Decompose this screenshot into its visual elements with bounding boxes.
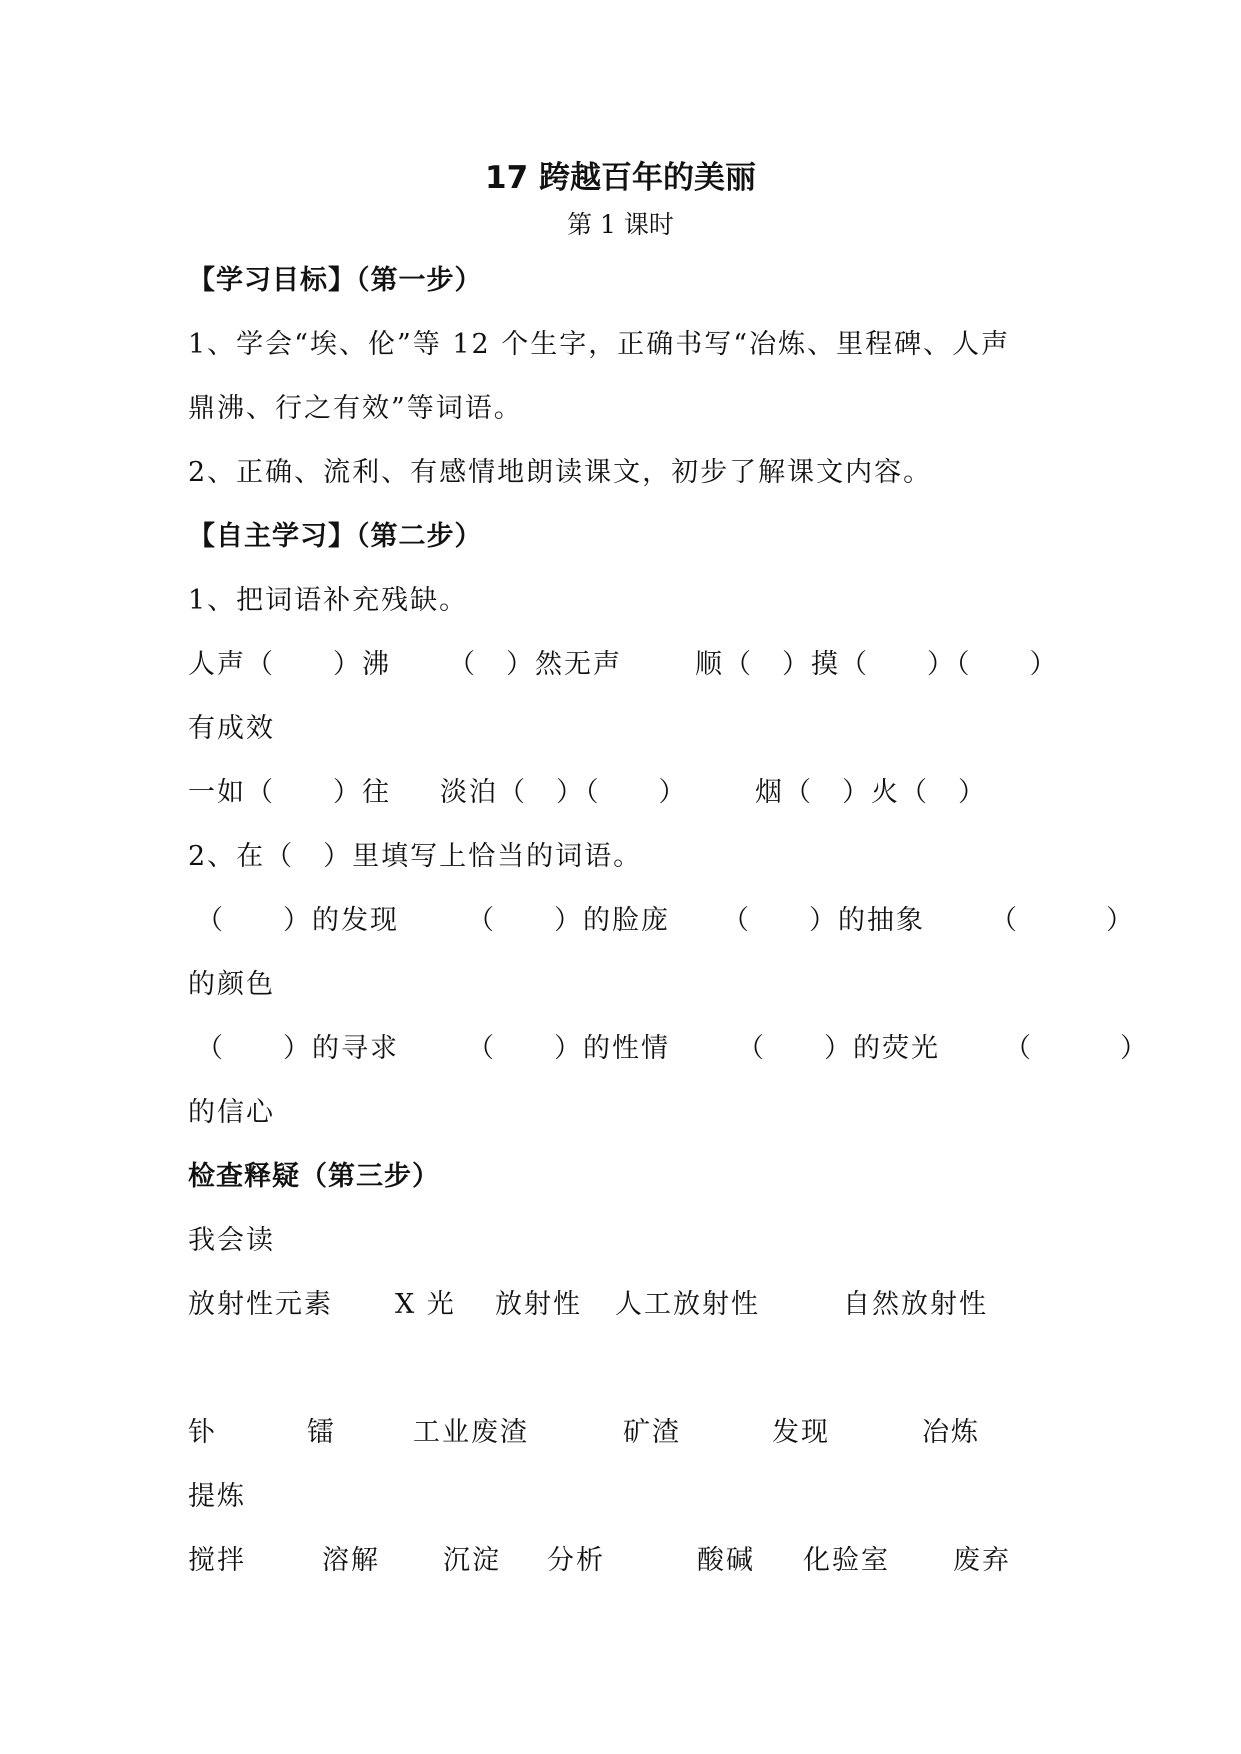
goal-item-1-line-1: 1、学会“埃、伦”等 12 个生字，正确书写“冶炼、里程碑、人声 [188,329,1011,360]
vocab-word: 发现 [772,1417,830,1448]
fill-blank-wrap: 的信心 [188,1097,275,1128]
vocab-word: 镭 [307,1417,336,1448]
vocab-word: 矿渣 [623,1417,681,1448]
vocab-word: 钋 [188,1417,217,1448]
vocab-word: 溶解 [322,1545,380,1576]
fill-blank-item: 顺（ ）摸（ ）（ ） [695,649,1059,680]
vocab-word: 人工放射性 [615,1289,760,1320]
fill-blank-item: （ ）的性情 [467,1033,670,1064]
vocab-word: 酸碱 [697,1545,755,1576]
question-2: 2、在（ ）里填写上恰当的词语。 [188,841,643,872]
fill-blank-item: （ ） [1004,1033,1149,1064]
fill-blank-item: 人声（ ）沸 [188,649,391,680]
fill-blank-wrap: 有成效 [188,713,275,744]
question-1: 1、把词语补充残缺。 [188,585,469,616]
vocab-word: 自然放射性 [843,1289,988,1320]
fill-blank-item: （ ）的荧光 [737,1033,940,1064]
fill-blank-item: （ ） [990,905,1135,936]
fill-blank-item: 淡泊（ ）（ ） [440,777,688,808]
lesson-title: 17 跨越百年的美丽 [485,160,756,196]
section-heading-check: 检查释疑（第三步） [188,1161,440,1192]
vocab-word: 废弃 [953,1545,1011,1576]
fill-blank-item: （ ）的寻求 [196,1033,399,1064]
vocab-word: 冶炼 [922,1417,980,1448]
vocab-word-wrap: 提炼 [188,1481,246,1512]
fill-blank-item: 烟（ ）火（ ） [755,777,987,808]
goal-item-1-line-2: 鼎沸、行之有效”等词语。 [188,393,523,424]
section-heading-self-study: 【自主学习】（第二步） [188,521,483,552]
fill-blank-item: 一如（ ）往 [188,777,391,808]
vocab-word: 化验室 [803,1545,890,1576]
goal-item-2: 2、正确、流利、有感情地朗读课文，初步了解课文内容。 [188,457,933,488]
vocab-word: 放射性元素 [188,1289,333,1320]
fill-blank-item: （ ）的抽象 [722,905,925,936]
fill-blank-item: （ ）的脸庞 [467,905,670,936]
fill-blank-wrap: 的颜色 [188,969,275,1000]
vocab-word: 搅拌 [188,1545,246,1576]
vocab-word: X 光 [395,1289,456,1320]
fill-blank-item: （ ）的发现 [196,905,399,936]
section-heading-goals: 【学习目标】（第一步） [188,265,483,296]
lesson-subtitle: 第 1 课时 [567,210,674,239]
fill-blank-item: （ ）然无声 [448,649,622,680]
vocab-word: 分析 [547,1545,605,1576]
vocab-word: 工业废渣 [413,1417,529,1448]
vocab-word: 沉淀 [443,1545,501,1576]
read-label: 我会读 [188,1225,275,1256]
vocab-word: 放射性 [495,1289,582,1320]
